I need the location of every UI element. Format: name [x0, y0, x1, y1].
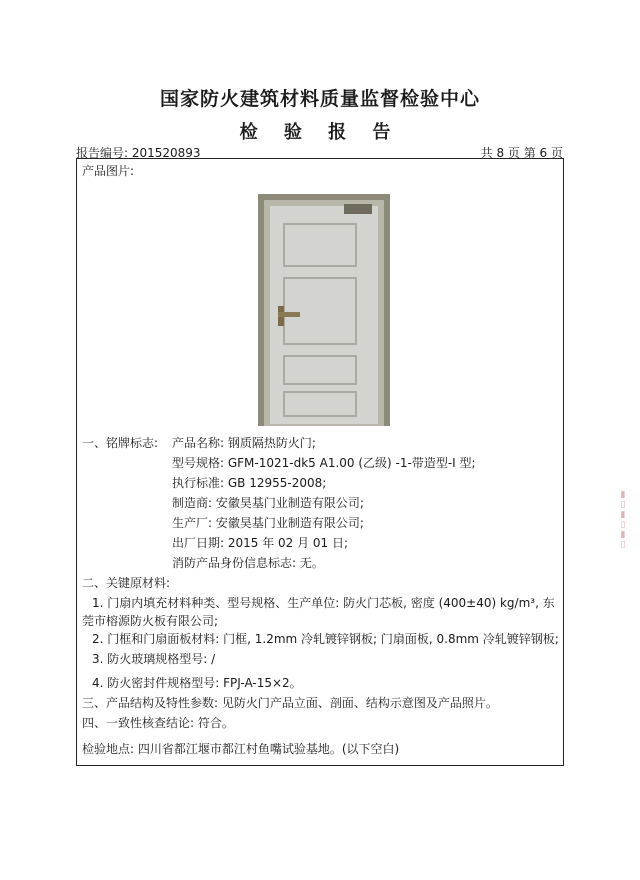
materials-item-3: 3. 防火玻璃规格型号: / — [92, 652, 216, 666]
consistency-section: 四、一致性核查结论: 符合。 — [82, 716, 234, 730]
structure-section: 三、产品结构及特性参数: 见防火门产品立面、剖面、结构示意图及产品照片。 — [82, 696, 498, 710]
materials-item-1: 1. 门扇内填充材料种类、型号规格、生产单位: 防火门芯板, 密度 (400±40) kg/m³, 东 — [92, 596, 555, 610]
nameplate-heading: 一、铭牌标志: — [82, 436, 159, 450]
test-location: 检验地点: 四川省都江堰市都江村鱼嘴试验基地。(以下空白) — [82, 742, 400, 756]
door-closer-icon — [344, 204, 372, 214]
report-title: 国家防火建筑材料质量监督检验中心 — [159, 88, 480, 110]
page-info: 共 8 页 第 6 页 — [480, 146, 563, 160]
materials-item-2: 2. 门框和门扇面板材料: 门框, 1.2mm 冷轧镀锌钢板; 门扇面板, 0.8mm 冷轧镀锌钢板; — [92, 632, 559, 646]
nameplate-date: 出厂日期: 2015 年 02 月 01 日; — [172, 536, 349, 550]
materials-item-1-cont: 莞市榕源防火板有限公司; — [82, 614, 219, 628]
edge-stamp-icon: ▮▯▮▯▮▯ — [618, 490, 628, 550]
nameplate-product-name: 产品名称: 钢质隔热防火门; — [172, 436, 316, 450]
door-photo — [258, 194, 390, 426]
nameplate-standard: 执行标准: GB 12955-2008; — [172, 476, 327, 490]
report-number: 报告编号: 201520893 — [76, 146, 201, 160]
nameplate-model: 型号规格: GFM-1021-dk5 A1.00 (乙级) -1-带造型-I 型; — [172, 456, 476, 470]
materials-item-4: 4. 防火密封件规格型号: FPJ-A-15×2。 — [92, 676, 302, 690]
nameplate-id-mark: 消防产品身份信息标志: 无。 — [172, 556, 324, 570]
report-subtitle: 检 验 报 告 — [239, 122, 401, 143]
nameplate-factory: 生产厂: 安徽昊基门业制造有限公司; — [172, 516, 364, 530]
nameplate-manufacturer: 制造商: 安徽昊基门业制造有限公司; — [172, 496, 364, 510]
materials-heading: 二、关键原材料: — [82, 576, 171, 590]
product-photo-label: 产品图片: — [82, 164, 135, 178]
